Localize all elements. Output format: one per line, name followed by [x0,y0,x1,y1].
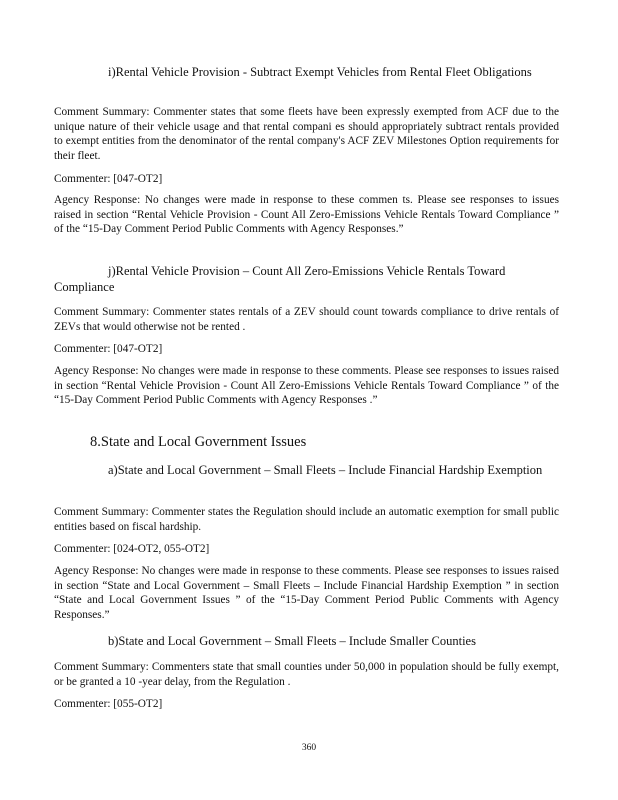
comment-summary-b: Comment Summary: Commenters state that small counties under 50,000 in population should be fully exempt, or be granted a 10 -year delay, from the Regulation . [54,661,559,688]
page-number: 360 [301,743,317,753]
comment-summary-a: Comment Summary: Commenter states the Regulation should include an automatic exemption for small public entities based on fiscal hardship. [54,506,559,533]
comment-summary-j: Comment Summary: Commenter states rentals of a ZEV should count towards compliance to drive rentals of ZEVs that would otherwise not be rented . [54,306,559,333]
agency-response-i: Agency Response: No changes were made in response to these commen ts. Please see responses to issues raised in section “Rental Vehicle Provision - Count All Zero-Emissions Vehicle Rentals Toward Compliance ” of the “15-Day Comment Period Public Comments with Agency Responses.” [54,194,559,236]
commenter-j: Commenter: [047-OT2] [54,343,163,355]
section-heading-j: j)Rental Vehicle Provision – Count All Zero-Emissions Vehicle Rentals Toward Compliance [54,264,506,294]
comment-summary-i: Comment Summary: Commenter states that some fleets have been expressly exempted from ACF due to the unique nature of their vehicle usage and that rental compani es should appropriately subtract rentals provided to exempt entities from the denominator of the rental company's ACF ZEV Milestones Option requirements for their fleet. [54,106,559,162]
commenter-b: Commenter: [055-OT2] [54,698,163,710]
commenter-a: Commenter: [024-OT2, 055-OT2] [54,543,210,555]
section-heading-b: b)State and Local Government – Small Fleets – Include Smaller Counties [108,634,476,648]
section-heading-a: a)State and Local Government – Small Fleets – Include Financial Hardship Exemption [108,463,543,477]
section-heading-i: i)Rental Vehicle Provision - Subtract Exempt Vehicles from Rental Fleet Obligations [108,65,532,79]
major-heading: 8.State and Local Government Issues [90,434,307,450]
commenter-i: Commenter: [047-OT2] [54,173,163,185]
agency-response-a: Agency Response: No changes were made in response to these comments. Please see responses to issues raised in section “State and Local Government – Small Fleets – Include Financial Hardship Exemption ” in section “State and Local Government Issues ” of the “15-Day Comment Period Public Comments with Agency Responses.” [54,565,559,621]
agency-response-j: Agency Response: No changes were made in response to these comments. Please see responses to issues raised in section “Rental Vehicle Provision - Count All Zero-Emissions Vehicle Rentals Toward Compliance ” of the “15-Day Comment Period Public Comments with Agency Responses .” [54,365,559,407]
